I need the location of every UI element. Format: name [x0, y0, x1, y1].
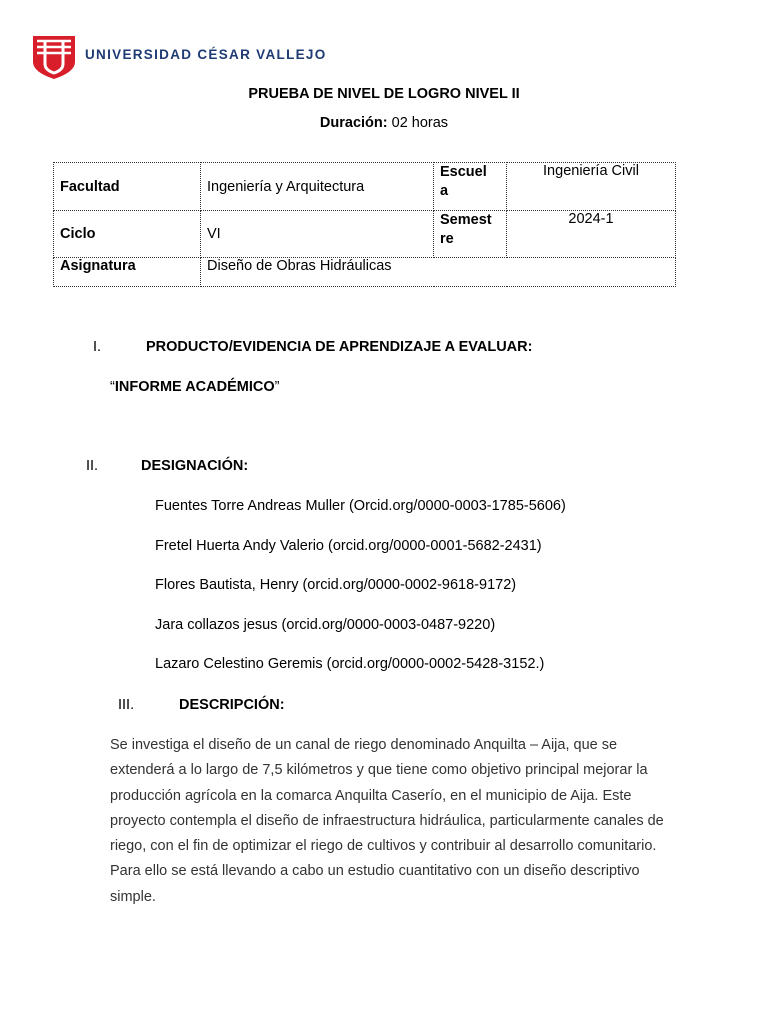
section-1-number: I. — [93, 339, 102, 355]
school-label-line1: Escuel — [440, 164, 487, 180]
description-paragraph: Se investiga el diseño de un canal de riego denominado Anquilta – Aija, que se extenderá a lo largo de 7,5 kilómetros y que tiene como objetivo principal mejorar la producción agrícola en la comarca Anquilta Caserío, en el municipio de Aija. Este proyecto contempla el diseño de infraestructura hidráulica, particularmente canales de riego, con el fin de optimizar el riego de cultivos y contribuir al desarrollo comunitario. Para ello se está llevando a cabo un estudio cuantitativo con un diseño descriptivo simple. — [110, 737, 664, 905]
school-label — [434, 163, 507, 211]
product-title: INFORME ACADÉMICO — [114, 379, 275, 395]
member-item: Lazaro Celestino Geremis (orcid.org/0000-0002-5428-3152.) — [155, 656, 545, 672]
course-info-table — [53, 162, 676, 287]
section-2-number: II. — [86, 458, 99, 474]
semester-label-line2: re — [440, 231, 454, 247]
close-quote: ” — [274, 379, 280, 395]
school-label-line2: a — [440, 183, 449, 199]
cycle-label: Ciclo — [54, 211, 201, 258]
university-logo-icon — [31, 32, 77, 80]
section-1-title: PRODUCTO/EVIDENCIA DE APRENDIZAJE A EVALUAR: — [146, 339, 533, 355]
duration — [0, 115, 768, 131]
duration-label: Duración: — [319, 115, 388, 131]
subject-value: Diseño de Obras Hidráulicas — [201, 258, 676, 287]
faculty-value: Ingeniería y Arquitectura — [201, 163, 434, 211]
product-name — [110, 379, 279, 395]
semester-label — [434, 211, 507, 258]
cycle-value: VI — [201, 211, 434, 258]
section-3-title: DESCRIPCIÓN: — [179, 697, 285, 713]
member-item: Fuentes Torre Andreas Muller (Orcid.org/0000-0003-1785-5606) — [155, 498, 566, 514]
faculty-label: Facultad — [54, 163, 201, 211]
open-quote: “ — [110, 379, 115, 395]
member-item: Jara collazos jesus (orcid.org/0000-0003-0487-9220) — [155, 617, 496, 633]
school-value: Ingeniería Civil — [507, 163, 676, 211]
member-item: Fretel Huerta Andy Valerio (orcid.org/0000-0001-5682-2431) — [155, 538, 542, 554]
semester-label-line1: Semest — [440, 212, 492, 228]
university-name: UNIVERSIDAD CÉSAR VALLEJO — [85, 47, 327, 62]
semester-value: 2024-1 — [507, 211, 676, 258]
duration-value: 02 horas — [391, 115, 449, 131]
member-item: Flores Bautista, Henry (orcid.org/0000-0002-9618-9172) — [155, 577, 517, 593]
section-2-title: DESIGNACIÓN: — [141, 458, 249, 474]
document-title: PRUEBA DE NIVEL DE LOGRO NIVEL II — [248, 86, 520, 102]
subject-label: Asignatura — [54, 258, 201, 287]
section-3-number: III. — [118, 697, 135, 713]
